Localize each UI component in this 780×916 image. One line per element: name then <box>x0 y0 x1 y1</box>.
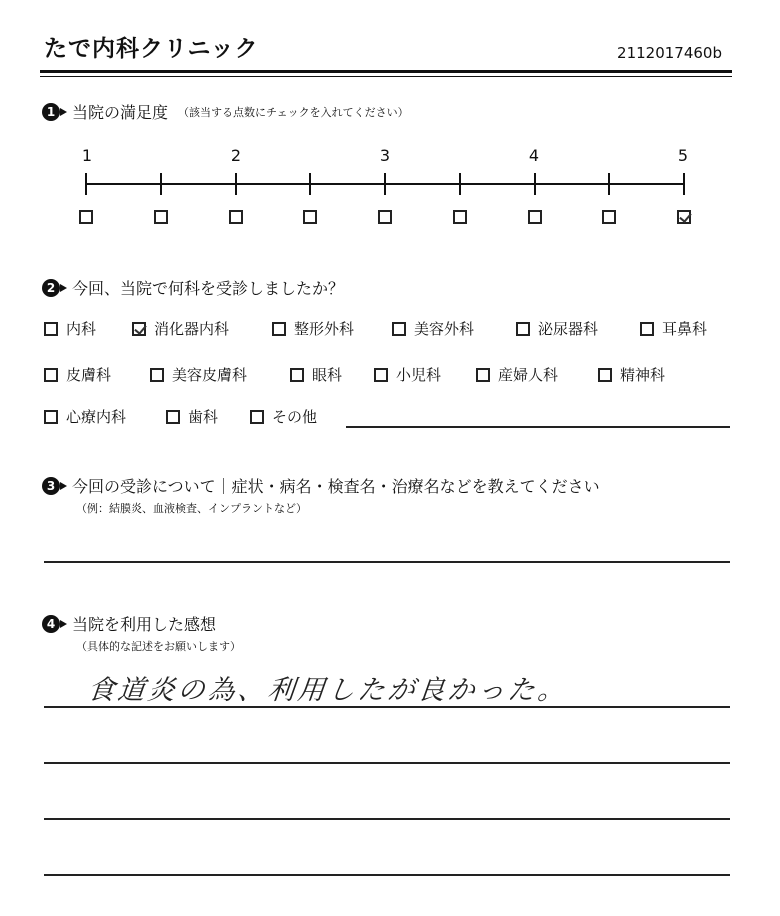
dept-checkbox[interactable] <box>250 410 264 424</box>
satisfaction-checkbox[interactable] <box>677 210 691 224</box>
dept-option-label: 美容外科 <box>414 320 475 338</box>
satisfaction-checkbox[interactable] <box>303 210 317 224</box>
dept-option[interactable] <box>166 406 218 427</box>
dept-option-label: 皮膚科 <box>66 366 112 384</box>
q2-number-badge: 2 <box>42 279 60 297</box>
other-specify-line[interactable] <box>346 426 730 428</box>
q2-heading <box>42 276 344 299</box>
dept-option-label: 内科 <box>66 320 97 338</box>
dept-option-label: 歯科 <box>188 408 219 426</box>
dept-checkbox[interactable] <box>374 368 388 382</box>
dept-option-label: 心療内科 <box>66 408 127 426</box>
q4-answer-line-2 <box>44 762 730 764</box>
scale-tick <box>85 173 87 195</box>
dept-checkbox[interactable] <box>150 368 164 382</box>
header-rule-thick <box>40 70 732 73</box>
q1-heading <box>42 100 409 123</box>
header-rule-thin <box>40 76 732 77</box>
q4-answer-line-4 <box>44 874 730 876</box>
scale-tick <box>608 173 610 195</box>
dept-checkbox[interactable] <box>598 368 612 382</box>
scale-tick <box>235 173 237 195</box>
scale-label-2: 2 <box>230 146 242 165</box>
q4-question: 当院を利用した感想 <box>72 615 217 634</box>
dept-checkbox[interactable] <box>166 410 180 424</box>
dept-option[interactable] <box>598 364 665 385</box>
scale-tick <box>160 173 162 195</box>
dept-checkbox[interactable] <box>290 368 304 382</box>
scale-label-4: 4 <box>528 146 540 165</box>
q3-number-badge: 3 <box>42 477 60 495</box>
dept-option[interactable] <box>250 406 317 427</box>
scale-label-1: 1 <box>81 146 93 165</box>
q4-answer-line-1 <box>44 706 730 708</box>
dept-option-label: 精神科 <box>620 366 666 384</box>
dept-option-label: 眼科 <box>312 366 343 384</box>
q4-note: （具体的な記述をお願いします） <box>76 640 241 653</box>
q1-number-badge: 1 <box>42 103 60 121</box>
dept-option[interactable] <box>374 364 441 385</box>
dept-option[interactable] <box>44 318 96 339</box>
scale-tick <box>683 173 685 195</box>
q4-number-badge: 4 <box>42 615 60 633</box>
satisfaction-checkbox[interactable] <box>378 210 392 224</box>
dept-option-label: 消化器内科 <box>154 320 230 338</box>
dept-checkbox[interactable] <box>272 322 286 336</box>
dept-checkbox[interactable] <box>476 368 490 382</box>
dept-option[interactable] <box>272 318 354 339</box>
dept-option[interactable] <box>516 318 598 339</box>
dept-checkbox[interactable] <box>44 368 58 382</box>
q2-question: 今回、当院で何科を受診しましたか？ <box>72 279 345 298</box>
scale-tick <box>534 173 536 195</box>
dept-checkbox[interactable] <box>132 322 146 336</box>
scale-tick <box>459 173 461 195</box>
dept-checkbox[interactable] <box>392 322 406 336</box>
satisfaction-checkbox[interactable] <box>229 210 243 224</box>
form-id: 2112017460b <box>617 44 722 62</box>
dept-option-label: 美容皮膚科 <box>172 366 248 384</box>
dept-option[interactable] <box>44 406 126 427</box>
q3-note: （例：結膜炎、血液検査、インプラントなど） <box>76 502 307 515</box>
dept-option[interactable] <box>640 318 707 339</box>
clinic-title: たで内科クリニック <box>44 36 259 62</box>
dept-option[interactable] <box>150 364 247 385</box>
dept-option-label: 耳鼻科 <box>662 320 708 338</box>
scale-label-3: 3 <box>379 146 391 165</box>
q4-answer-line-3 <box>44 818 730 820</box>
satisfaction-checkbox[interactable] <box>453 210 467 224</box>
q3-heading <box>42 474 600 497</box>
dept-option[interactable] <box>290 364 342 385</box>
dept-option[interactable] <box>44 364 111 385</box>
q1-note: （該当する点数にチェックを入れてください） <box>178 105 409 119</box>
scale-label-5: 5 <box>677 146 689 165</box>
satisfaction-checkbox[interactable] <box>602 210 616 224</box>
dept-option-label: 泌尿器科 <box>538 320 599 338</box>
dept-option-label: その他 <box>272 408 318 426</box>
scale-tick <box>384 173 386 195</box>
scale-tick <box>309 173 311 195</box>
dept-checkbox[interactable] <box>44 322 58 336</box>
q3-answer-line <box>44 561 730 563</box>
dept-checkbox[interactable] <box>44 410 58 424</box>
q1-question: 当院の満足度 <box>72 103 169 122</box>
dept-option[interactable] <box>476 364 558 385</box>
q3-question: 今回の受診について｜症状・病名・検査名・治療名などを教えてください <box>72 477 600 496</box>
dept-option-label: 小児科 <box>396 366 442 384</box>
q4-handwritten-answer[interactable]: 食道炎の為、利用したが良かった。 <box>86 675 570 706</box>
dept-checkbox[interactable] <box>640 322 654 336</box>
dept-option[interactable] <box>132 318 229 339</box>
dept-option-label: 産婦人科 <box>498 366 559 384</box>
satisfaction-checkbox[interactable] <box>79 210 93 224</box>
dept-checkbox[interactable] <box>516 322 530 336</box>
dept-option[interactable] <box>392 318 474 339</box>
satisfaction-checkbox[interactable] <box>528 210 542 224</box>
satisfaction-checkbox[interactable] <box>154 210 168 224</box>
dept-option-label: 整形外科 <box>294 320 355 338</box>
q4-heading <box>42 612 216 635</box>
